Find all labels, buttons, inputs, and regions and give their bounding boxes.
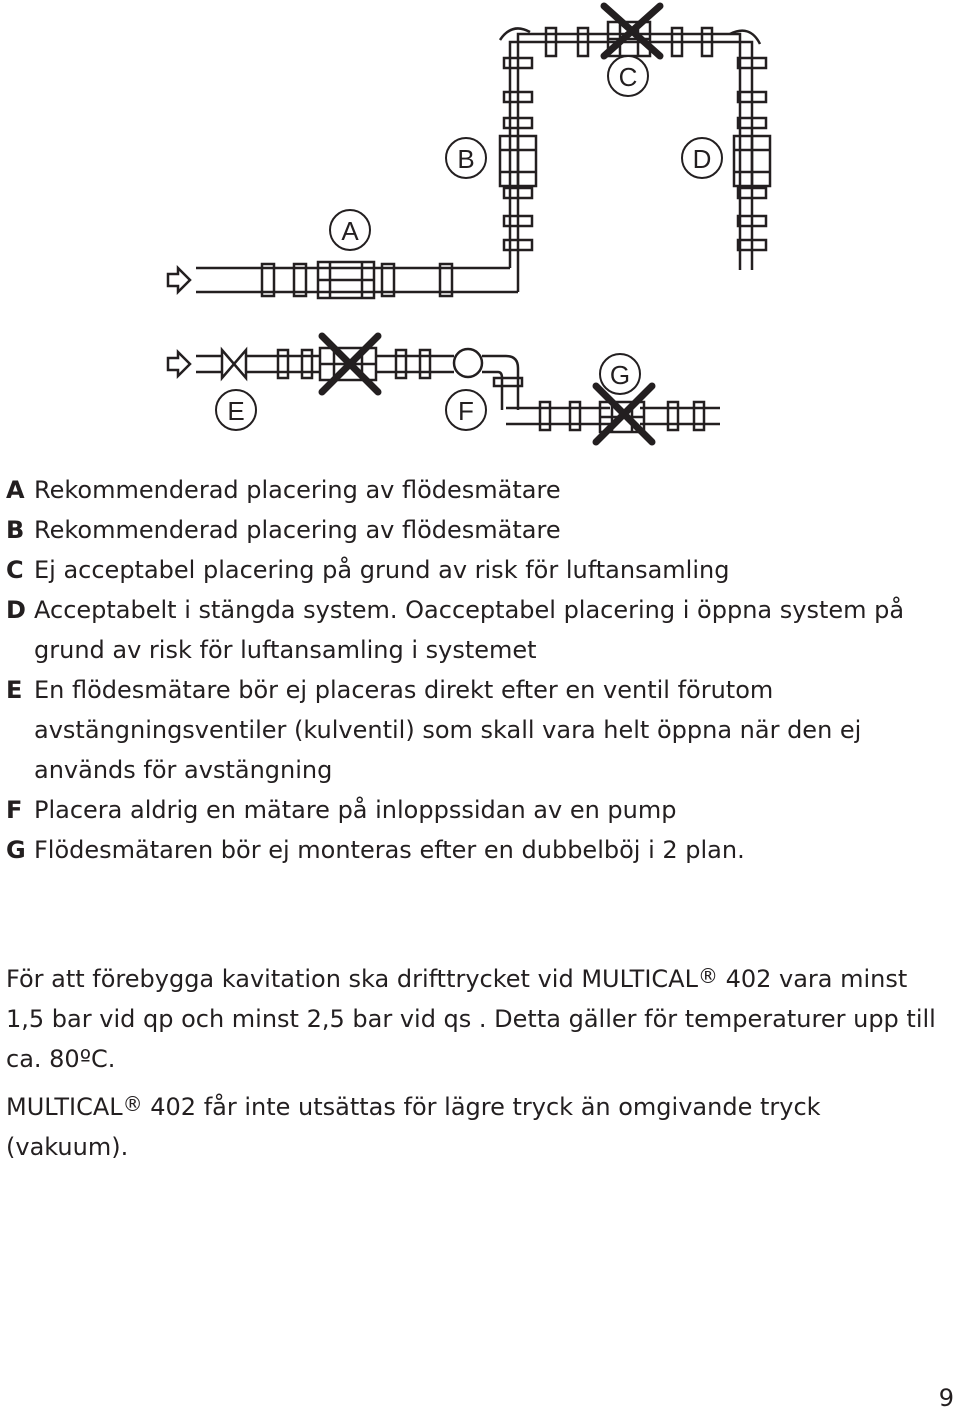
label-c: C: [618, 62, 638, 92]
page-number: 9: [938, 1384, 954, 1412]
cross-mark-icon: [604, 6, 660, 56]
legend-key: G: [6, 836, 26, 864]
registered-mark: ®: [122, 1092, 143, 1116]
legend-key: C: [6, 556, 24, 584]
flow-arrow-icon: [168, 352, 190, 376]
legend-list: [6, 470, 946, 870]
paragraph-text: 402 får inte utsättas för lägre tryck än omgivande tryck (vakuum).: [6, 1093, 821, 1161]
legend-key: A: [6, 476, 25, 504]
legend-item-e: [6, 670, 946, 790]
legend-text: Placera aldrig en mätare på inloppssidan av en pump: [34, 796, 677, 824]
legend-key: F: [6, 796, 23, 824]
legend-text: Acceptabelt i stängda system. Oacceptabel placering i öppna system på grund av risk för luftansamling i systemet: [34, 596, 905, 664]
cavitation-paragraph: [6, 956, 946, 1079]
label-a: A: [341, 216, 359, 246]
legend-text: Rekommenderad placering av flödesmätare: [34, 516, 561, 544]
legend-key: E: [6, 676, 23, 704]
label-g: G: [609, 360, 631, 390]
vacuum-paragraph: [6, 1084, 946, 1167]
legend-item-b: [6, 510, 946, 550]
flow-arrow-icon: [168, 268, 190, 292]
label-d: D: [692, 144, 712, 174]
installation-diagram: [0, 0, 960, 460]
paragraph-text: För att förebygga kavitation ska drifttrycket vid MULTICAL: [6, 965, 698, 993]
legend-key: B: [6, 516, 25, 544]
legend-key: D: [6, 596, 26, 624]
legend-item-c: [6, 550, 946, 590]
label-b: B: [457, 144, 475, 174]
meter-B: [500, 136, 536, 186]
paragraph-text: MULTICAL: [6, 1093, 123, 1121]
registered-mark: ®: [697, 964, 718, 988]
legend-item-f: [6, 790, 946, 830]
legend-text: Flödesmätaren bör ej monteras efter en dubbelböj i 2 plan.: [34, 836, 745, 864]
paragraph-text: 402 vara minst 1,5 bar vid qp och minst 2,5 bar vid qs . Detta gäller för temperaturer upp till ca. 80ºC.: [6, 965, 936, 1073]
legend-text: Rekommenderad placering av flödesmätare: [34, 476, 561, 504]
legend-text: Ej acceptabel placering på grund av risk för luftansamling: [34, 556, 730, 584]
legend-item-d: [6, 590, 946, 670]
legend-text: En flödesmätare bör ej placeras direkt efter en ventil förutom avstängningsventiler (kulventil) som skall vara helt öppna när den ej används för avstängning: [34, 676, 862, 784]
legend-item-g: [6, 830, 946, 870]
legend-item-a: [6, 470, 946, 510]
label-f: F: [458, 396, 474, 426]
label-e: E: [227, 396, 245, 426]
